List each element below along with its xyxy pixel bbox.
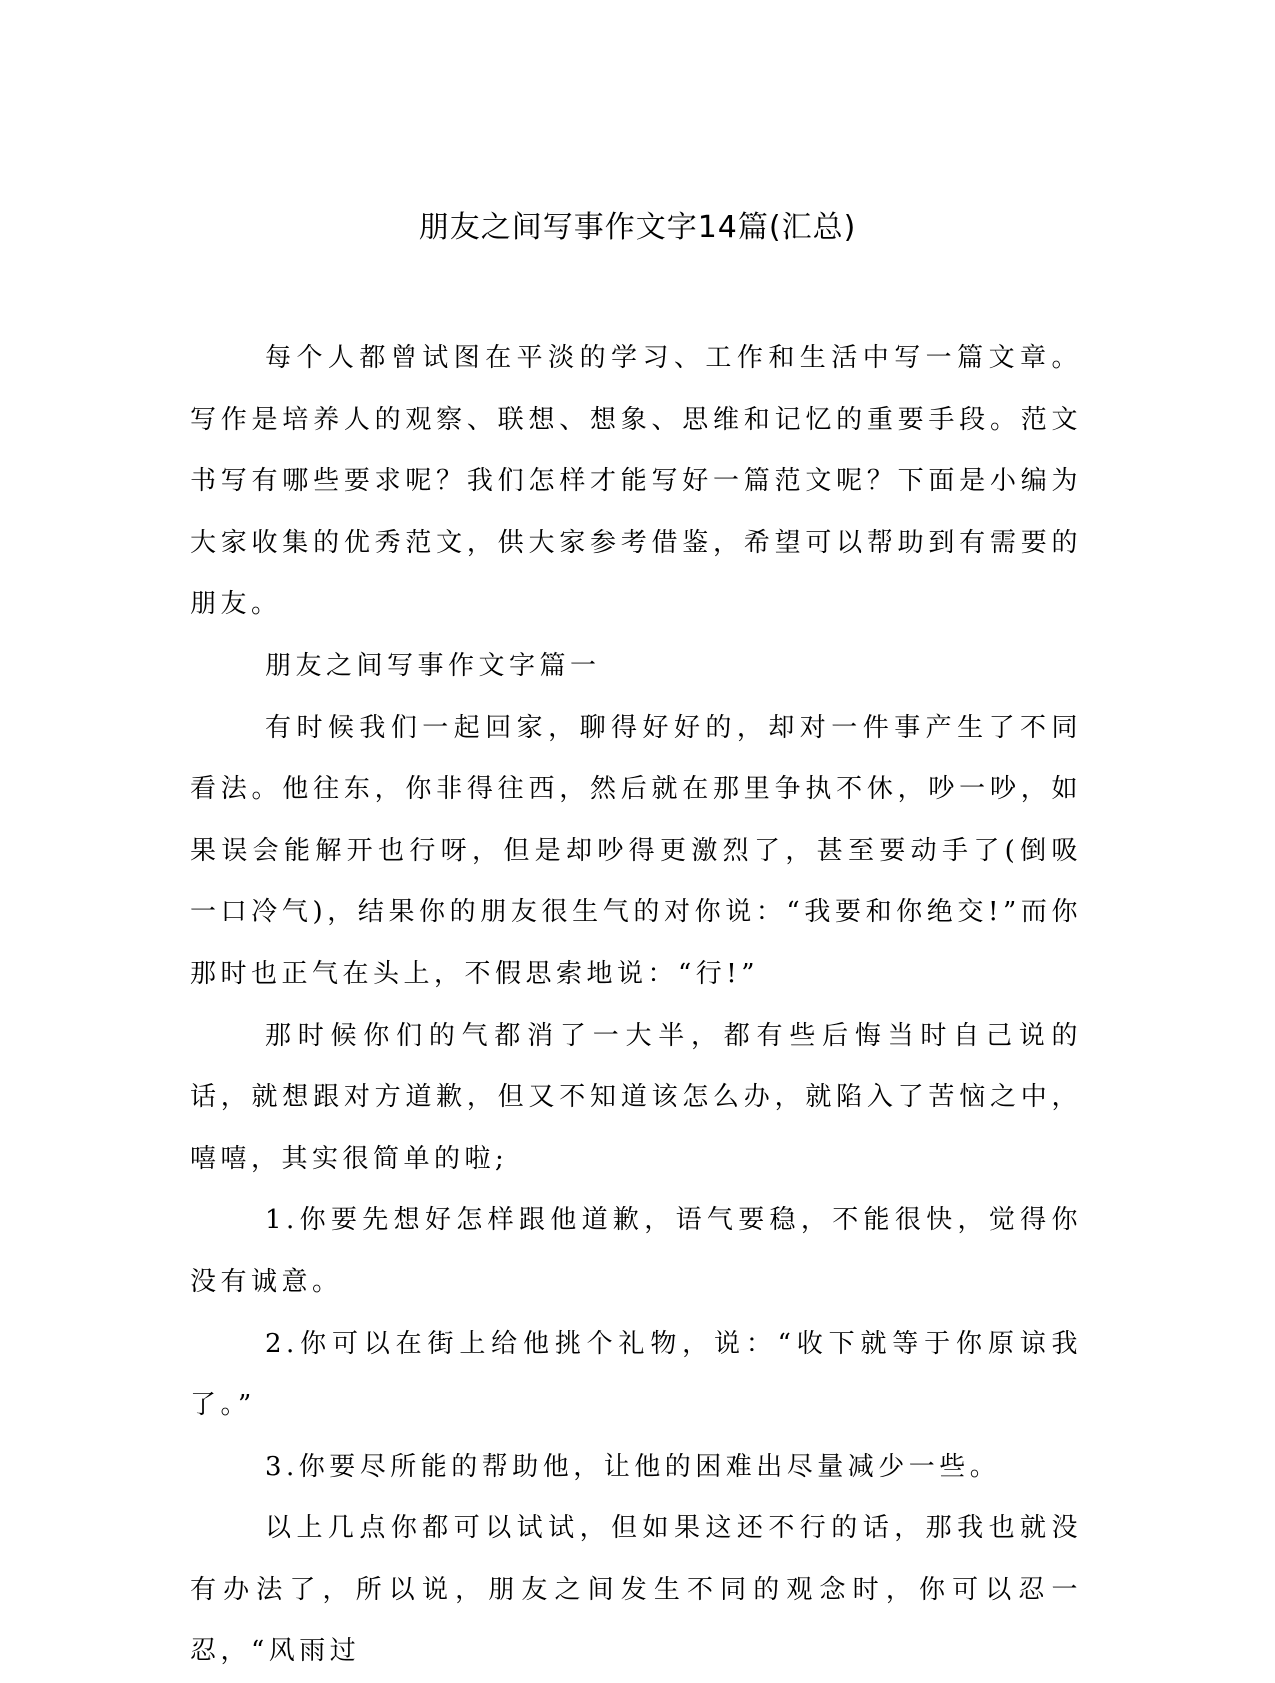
section-heading: 朋友之间写事作文字篇一 [265, 650, 601, 681]
document-title: 朋友之间写事作文字14篇(汇总) [418, 210, 857, 245]
list-item: 2.你可以在街上给他挑个礼物，说：“收下就等于你原谅我了。” [190, 1328, 1082, 1421]
document-body [190, 328, 1082, 1683]
list-item: 3.你要尽所能的帮助他，让他的困难出尽量减少一些。 [265, 1451, 1001, 1482]
body-paragraph: 那时候你们的气都消了一大半，都有些后悔当时自己说的话，就想跟对方道歉，但又不知道该怎么办，就陷入了苦恼之中，嘻嘻，其实很简单的啦; [190, 1020, 1082, 1174]
body-paragraph: 以上几点你都可以试试，但如果这还不行的话，那我也就没有办法了，所以说，朋友之间发生不同的观念时，你可以忍一忍，“风雨过 [190, 1513, 1082, 1667]
list-item: 1.你要先想好怎样跟他道歉，语气要稳，不能很快，觉得你没有诚意。 [190, 1205, 1082, 1297]
body-paragraph: 有时候我们一起回家，聊得好好的，却对一件事产生了不同看法。他往东，你非得往西，然后就在那里争执不休，吵一吵，如果误会能解开也行呀，但是却吵得更激烈了，甚至要动手了(倒吸一口冷气)，结果你的朋友很生气的对你说：“我要和你绝交!”而你那时也正气在头上，不假思索地说：“行!” [190, 712, 1082, 989]
intro-paragraph: 每个人都曾试图在平淡的学习、工作和生活中写一篇文章。写作是培养人的观察、联想、想象、思维和记忆的重要手段。范文书写有哪些要求呢？我们怎样才能写好一篇范文呢？下面是小编为大家收集的优秀范文，供大家参考借鉴，希望可以帮助到有需要的朋友。 [190, 343, 1082, 620]
